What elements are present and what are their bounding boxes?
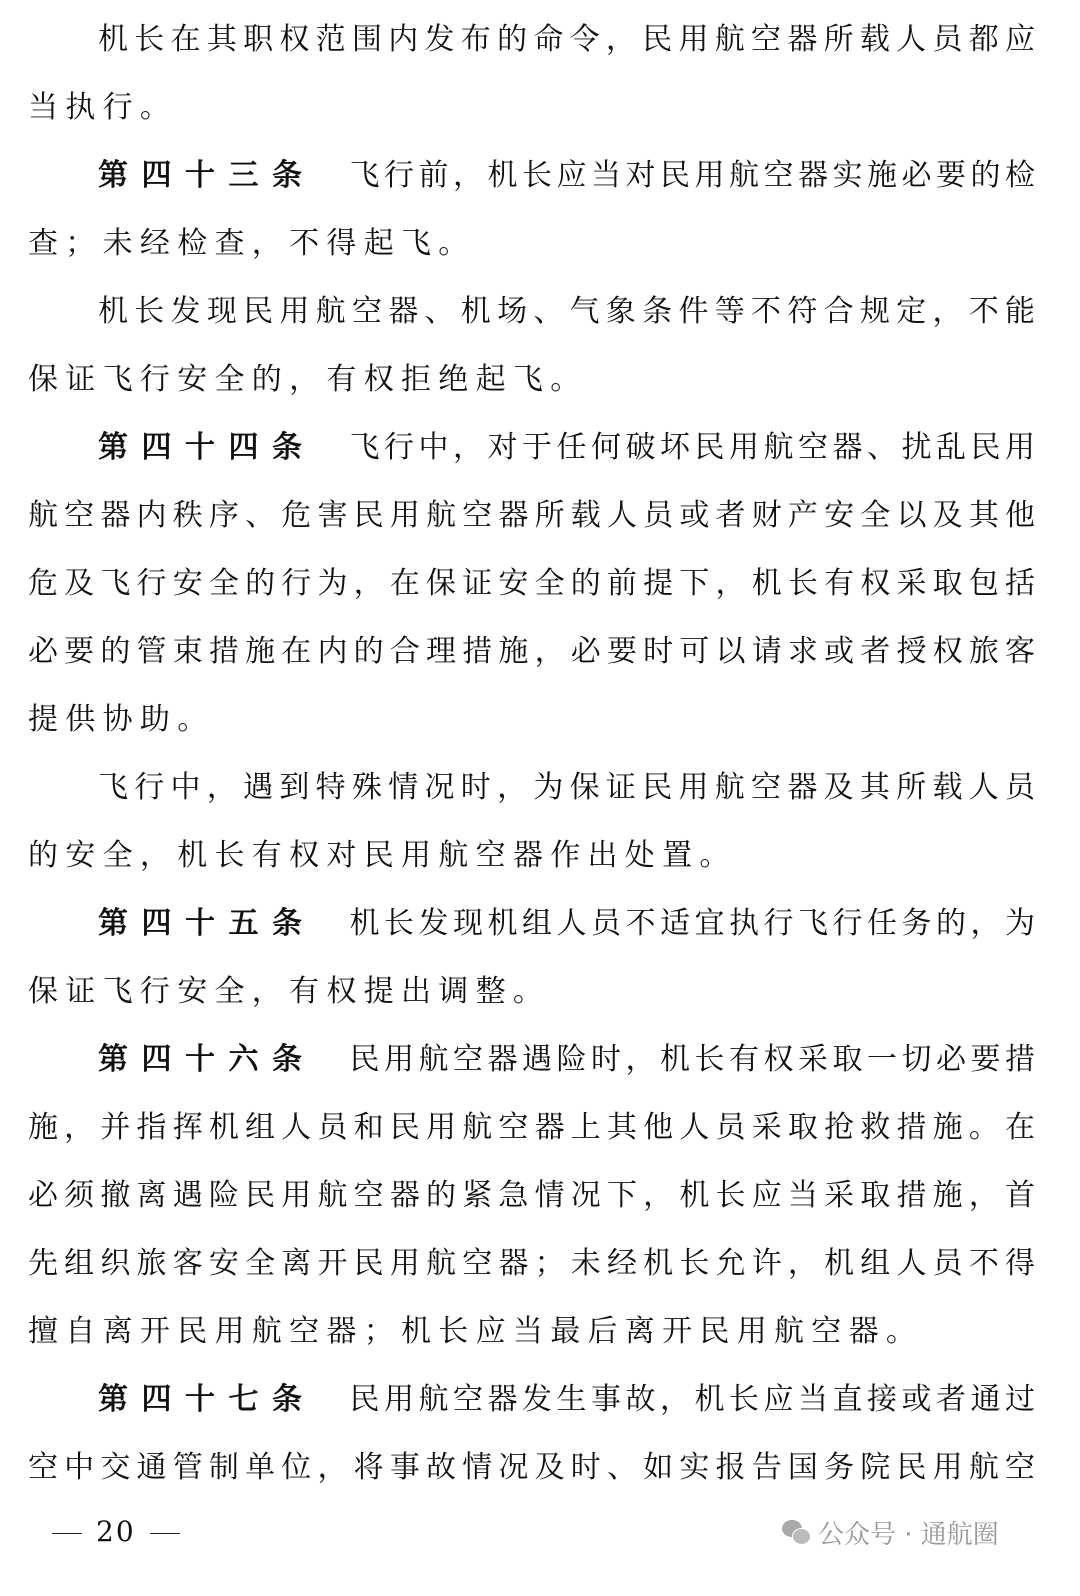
text-line: 空中交通管制单位，将事故情况及时、如实报告国务院民用航空 bbox=[28, 1450, 1035, 1485]
text-line: 的安全，机长有权对民用航空器作出处置。 bbox=[28, 838, 737, 873]
text-line: 施，并指挥机组人员和民用航空器上其他人员采取抢救措施。在 bbox=[28, 1110, 1035, 1145]
watermark-text: 公众号 · 通航圈 bbox=[818, 1520, 999, 1550]
text-line bbox=[28, 1366, 1035, 1434]
article-47 bbox=[28, 1366, 1035, 1502]
text-line: 先组织旅客安全离开民用航空器；未经机长允许，机组人员不得 bbox=[28, 1246, 1035, 1281]
text-line: 保证飞行安全，有权提出调整。 bbox=[28, 974, 551, 1009]
text-span: 民用航空器发生事故，机长应当直接或者通过 bbox=[349, 1382, 1035, 1417]
text-line: 必须撤离遇险民用航空器的紧急情况下，机长应当采取措施，首 bbox=[28, 1178, 1035, 1213]
text-line bbox=[28, 1026, 1035, 1094]
text-span: 飞行中，对于任何破坏民用航空器、扰乱民用 bbox=[349, 430, 1035, 465]
text-line: 保证飞行安全的，有权拒绝起飞。 bbox=[28, 362, 588, 397]
dash-right bbox=[150, 1533, 180, 1534]
wechat-icon bbox=[782, 1520, 810, 1546]
article-heading: 第四十四条 bbox=[98, 430, 316, 465]
text-line: 提供协助。 bbox=[28, 702, 215, 737]
text-span: 机长发现机组人员不适宜执行飞行任务的，为 bbox=[349, 906, 1035, 941]
paragraph bbox=[28, 278, 1035, 414]
article-heading: 第四十七条 bbox=[98, 1382, 316, 1417]
text-span: 民用航空器遇险时，机长有权采取一切必要措 bbox=[349, 1042, 1035, 1077]
watermark bbox=[782, 1514, 999, 1551]
page-number: 20 bbox=[96, 1515, 136, 1548]
text-line: 航空器内秩序、危害民用航空器所载人员或者财产安全以及其他 bbox=[28, 498, 1035, 533]
article-45 bbox=[28, 890, 1035, 1026]
text-line: 机长发现民用航空器、机场、气象条件等不符合规定，不能 bbox=[98, 294, 1035, 329]
dash-left bbox=[52, 1533, 82, 1534]
paragraph bbox=[28, 754, 1035, 890]
text-line: 当执行。 bbox=[28, 90, 178, 125]
article-heading: 第四十六条 bbox=[98, 1042, 316, 1077]
text-line: 飞行中，遇到特殊情况时，为保证民用航空器及其所载人员 bbox=[98, 770, 1035, 805]
text-line: 查；未经检查，不得起飞。 bbox=[28, 226, 476, 261]
text-span: 飞行前，机长应当对民用航空器实施必要的检 bbox=[349, 158, 1035, 193]
article-heading: 第四十五条 bbox=[98, 906, 316, 941]
paragraph bbox=[28, 6, 1035, 142]
article-43 bbox=[28, 142, 1035, 278]
text-line: 必要的管束措施在内的合理措施，必要时可以请求或者授权旅客 bbox=[28, 634, 1035, 669]
article-46 bbox=[28, 1026, 1035, 1366]
article-heading: 第四十三条 bbox=[98, 158, 316, 193]
text-line: 擅自离开民用航空器；机长应当最后离开民用航空器。 bbox=[28, 1314, 924, 1349]
document-body bbox=[28, 6, 1035, 1502]
text-line: 机长在其职权范围内发布的命令，民用航空器所载人员都应 bbox=[98, 22, 1035, 57]
text-line bbox=[28, 890, 1035, 958]
text-line: 危及飞行安全的行为，在保证安全的前提下，机长有权采取包括 bbox=[28, 566, 1035, 601]
text-line bbox=[28, 142, 1035, 210]
text-line bbox=[28, 414, 1035, 482]
page-footer bbox=[38, 1512, 194, 1552]
article-44 bbox=[28, 414, 1035, 754]
